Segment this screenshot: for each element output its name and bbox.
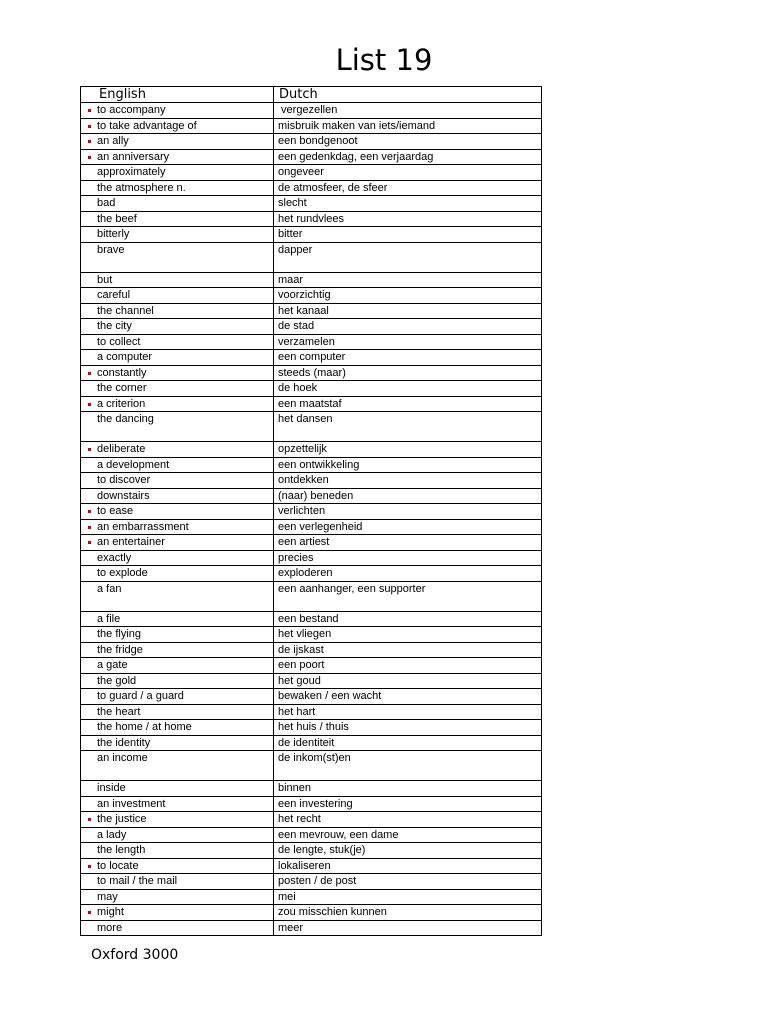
table-row — [81, 412, 542, 442]
table-row — [81, 149, 542, 165]
english-cell — [81, 165, 274, 181]
english-cell — [81, 535, 274, 551]
english-term: to locate — [97, 859, 139, 872]
table-row — [81, 781, 542, 797]
english-term: an investment — [97, 797, 166, 810]
table-header-row — [81, 87, 542, 103]
dutch-translation: een gedenkdag, een verjaardag — [278, 150, 434, 163]
dutch-translation: verlichten — [278, 505, 326, 517]
dutch-cell — [274, 319, 542, 335]
dutch-cell — [274, 227, 542, 243]
red-marker-icon — [88, 865, 91, 868]
english-term: the length — [97, 844, 146, 856]
english-cell — [81, 118, 274, 134]
english-cell — [81, 611, 274, 627]
dutch-translation: het hart — [278, 705, 316, 718]
dutch-cell — [274, 288, 542, 304]
english-term: a file — [97, 612, 121, 625]
dutch-cell — [274, 350, 542, 366]
english-cell — [81, 673, 274, 689]
english-term: an ally — [97, 135, 129, 147]
english-cell — [81, 412, 274, 442]
table-row — [81, 118, 542, 134]
dutch-translation: een aanhanger, een supporter — [278, 582, 426, 595]
dutch-translation: maar — [278, 273, 304, 286]
table-row — [81, 211, 542, 227]
table-row — [81, 165, 542, 181]
dutch-translation: exploderen — [278, 567, 333, 579]
dutch-translation: een maatstaf — [278, 397, 342, 410]
red-marker-icon — [88, 125, 91, 128]
red-marker-icon — [88, 526, 91, 529]
english-cell — [81, 180, 274, 196]
dutch-translation: mei — [278, 890, 296, 903]
table-row — [81, 365, 542, 381]
table-row — [81, 550, 542, 566]
dutch-cell — [274, 381, 542, 397]
english-cell — [81, 566, 274, 582]
english-term: an entertainer — [97, 536, 165, 548]
english-cell — [81, 381, 274, 397]
table-row — [81, 180, 542, 196]
red-marker-icon — [88, 403, 91, 406]
red-marker-icon — [88, 911, 91, 914]
english-term: constantly — [97, 366, 147, 379]
red-marker-icon — [88, 109, 91, 112]
english-cell — [81, 149, 274, 165]
table-row — [81, 689, 542, 705]
english-term: may — [97, 890, 118, 903]
english-cell — [81, 843, 274, 859]
dutch-translation: het vliegen — [278, 628, 332, 640]
table-row — [81, 905, 542, 921]
english-term: the home / at home — [97, 721, 192, 733]
english-term: the fridge — [97, 643, 143, 656]
dutch-translation: een mevrouw, een dame — [278, 828, 399, 841]
dutch-cell — [274, 874, 542, 890]
english-term: the heart — [97, 705, 141, 718]
english-term: a gate — [97, 659, 128, 671]
table-row — [81, 720, 542, 736]
dutch-cell — [274, 642, 542, 658]
english-term: a criterion — [97, 397, 146, 410]
dutch-translation: het huis / thuis — [278, 721, 349, 733]
dutch-cell — [274, 704, 542, 720]
english-cell — [81, 720, 274, 736]
english-term: a computer — [97, 351, 153, 363]
english-term: the justice — [97, 813, 147, 825]
english-cell — [81, 581, 274, 611]
table-row — [81, 920, 542, 936]
dutch-translation: binnen — [278, 782, 312, 794]
english-term: a fan — [97, 582, 122, 595]
page-title: List 19 — [335, 43, 433, 77]
dutch-translation: de identiteit — [278, 736, 335, 749]
dutch-cell — [274, 611, 542, 627]
english-term: to collect — [97, 335, 141, 348]
dutch-cell — [274, 535, 542, 551]
english-term: to take advantage of — [97, 119, 197, 132]
table-row — [81, 334, 542, 350]
table-row — [81, 673, 542, 689]
english-term: to accompany — [97, 104, 166, 116]
english-term: the identity — [97, 736, 151, 749]
dutch-translation: een investering — [278, 797, 353, 810]
dutch-translation: een ontwikkeling — [278, 458, 360, 471]
english-term: the beef — [97, 212, 137, 225]
dutch-cell — [274, 165, 542, 181]
red-marker-icon — [88, 818, 91, 821]
dutch-translation: het kanaal — [278, 304, 329, 317]
english-cell — [81, 704, 274, 720]
table-row — [81, 812, 542, 828]
dutch-cell — [274, 658, 542, 674]
dutch-translation: de atmosfeer, de sfeer — [278, 181, 388, 194]
dutch-translation: misbruik maken van iets/iemand — [278, 119, 436, 132]
dutch-cell — [274, 442, 542, 458]
table-row — [81, 457, 542, 473]
dutch-cell — [274, 889, 542, 905]
table-row — [81, 658, 542, 674]
english-cell — [81, 796, 274, 812]
dutch-cell — [274, 118, 542, 134]
dutch-translation: de stad — [278, 320, 315, 332]
dutch-translation: het recht — [278, 813, 321, 825]
dutch-translation: bitter — [278, 228, 303, 240]
dutch-cell — [274, 796, 542, 812]
table-row — [81, 858, 542, 874]
english-term: bad — [97, 197, 116, 209]
english-term: the corner — [97, 382, 147, 394]
dutch-translation: (naar) beneden — [278, 489, 354, 502]
english-cell — [81, 473, 274, 489]
dutch-cell — [274, 196, 542, 212]
table-row — [81, 303, 542, 319]
english-cell — [81, 827, 274, 843]
english-cell — [81, 550, 274, 566]
english-term: an anniversary — [97, 150, 170, 163]
dutch-translation: opzettelijk — [278, 443, 327, 455]
english-cell — [81, 103, 274, 119]
english-term: to explode — [97, 567, 148, 579]
dutch-cell — [274, 334, 542, 350]
english-cell — [81, 504, 274, 520]
table-row — [81, 519, 542, 535]
table-row — [81, 103, 542, 119]
english-cell — [81, 196, 274, 212]
english-term: to ease — [97, 505, 134, 517]
english-term: to discover — [97, 474, 151, 486]
red-marker-icon — [88, 156, 91, 159]
dutch-cell — [274, 412, 542, 442]
dutch-cell — [274, 242, 542, 272]
english-term: might — [97, 906, 124, 918]
english-term: approximately — [97, 166, 166, 178]
dutch-cell — [274, 211, 542, 227]
dutch-cell — [274, 566, 542, 582]
dutch-cell — [274, 488, 542, 504]
footer-label: Oxford 3000 — [91, 947, 179, 963]
english-cell — [81, 288, 274, 304]
table-row — [81, 473, 542, 489]
english-cell — [81, 781, 274, 797]
dutch-cell — [274, 689, 542, 705]
english-term: a lady — [97, 828, 127, 841]
dutch-translation: slecht — [278, 197, 307, 209]
table-row — [81, 627, 542, 643]
dutch-translation: ongeveer — [278, 166, 324, 178]
dutch-translation: de lengte, stuk(je) — [278, 844, 366, 856]
dutch-translation: de hoek — [278, 382, 318, 394]
english-term: an embarrassment — [97, 520, 189, 533]
dutch-translation: een artiest — [278, 536, 330, 548]
english-cell — [81, 396, 274, 412]
table-row — [81, 396, 542, 412]
dutch-cell — [274, 905, 542, 921]
red-marker-icon — [88, 372, 91, 375]
dutch-cell — [274, 920, 542, 936]
dutch-cell — [274, 504, 542, 520]
english-term: the city — [97, 320, 132, 332]
english-cell — [81, 519, 274, 535]
dutch-translation: een computer — [278, 351, 346, 363]
column-header-english: English — [81, 87, 274, 103]
table-row — [81, 504, 542, 520]
dutch-cell — [274, 134, 542, 150]
table-row — [81, 242, 542, 272]
table-row — [81, 581, 542, 611]
dutch-translation: een bestand — [278, 612, 339, 625]
dutch-cell — [274, 180, 542, 196]
english-cell — [81, 457, 274, 473]
english-term: deliberate — [97, 443, 146, 455]
table-row — [81, 442, 542, 458]
table-row — [81, 381, 542, 397]
dutch-translation: de ijskast — [278, 643, 324, 656]
dutch-cell — [274, 365, 542, 381]
dutch-cell — [274, 751, 542, 781]
english-cell — [81, 658, 274, 674]
dutch-translation: vergezellen — [278, 104, 338, 116]
english-cell — [81, 735, 274, 751]
table-row — [81, 227, 542, 243]
dutch-translation: zou misschien kunnen — [278, 906, 387, 918]
english-cell — [81, 858, 274, 874]
table-row — [81, 735, 542, 751]
table-row — [81, 642, 542, 658]
english-cell — [81, 889, 274, 905]
dutch-translation: lokaliseren — [278, 859, 331, 872]
dutch-cell — [274, 303, 542, 319]
english-cell — [81, 642, 274, 658]
english-cell — [81, 272, 274, 288]
dutch-translation: de inkom(st)en — [278, 752, 351, 764]
dutch-translation: posten / de post — [278, 875, 357, 887]
dutch-cell — [274, 272, 542, 288]
dutch-cell — [274, 457, 542, 473]
red-marker-icon — [88, 448, 91, 451]
english-term: exactly — [97, 551, 132, 564]
english-term: downstairs — [97, 489, 150, 502]
english-term: the gold — [97, 674, 137, 687]
english-term: the channel — [97, 304, 154, 317]
dutch-translation: dapper — [278, 243, 313, 256]
table-row — [81, 827, 542, 843]
english-term: the dancing — [97, 413, 154, 425]
table-row — [81, 751, 542, 781]
english-term: but — [97, 273, 113, 286]
dutch-translation: steeds (maar) — [278, 366, 346, 379]
red-marker-icon — [88, 541, 91, 544]
dutch-translation: een verlegenheid — [278, 520, 363, 533]
dutch-cell — [274, 827, 542, 843]
dutch-cell — [274, 781, 542, 797]
dutch-cell — [274, 149, 542, 165]
dutch-translation: ontdekken — [278, 474, 329, 486]
dutch-cell — [274, 473, 542, 489]
dutch-cell — [274, 735, 542, 751]
english-cell — [81, 319, 274, 335]
table-row — [81, 566, 542, 582]
dutch-cell — [274, 720, 542, 736]
english-cell — [81, 227, 274, 243]
table-row — [81, 889, 542, 905]
english-cell — [81, 874, 274, 890]
table-row — [81, 488, 542, 504]
dutch-translation: precies — [278, 551, 314, 564]
english-term: to mail / the mail — [97, 875, 178, 887]
dutch-cell — [274, 396, 542, 412]
english-cell — [81, 442, 274, 458]
dutch-translation: het rundvlees — [278, 212, 345, 225]
english-cell — [81, 211, 274, 227]
dutch-translation: voorzichtig — [278, 289, 331, 301]
dutch-cell — [274, 843, 542, 859]
vocabulary-table — [80, 86, 542, 936]
english-cell — [81, 689, 274, 705]
dutch-cell — [274, 812, 542, 828]
english-term: more — [97, 921, 123, 934]
english-cell — [81, 812, 274, 828]
table-row — [81, 350, 542, 366]
table-row — [81, 843, 542, 859]
table-row — [81, 288, 542, 304]
table-row — [81, 196, 542, 212]
english-term: a development — [97, 458, 170, 471]
english-cell — [81, 488, 274, 504]
english-cell — [81, 334, 274, 350]
dutch-cell — [274, 550, 542, 566]
dutch-translation: bewaken / een wacht — [278, 690, 382, 702]
english-cell — [81, 751, 274, 781]
english-cell — [81, 134, 274, 150]
red-marker-icon — [88, 140, 91, 143]
dutch-cell — [274, 103, 542, 119]
table-row — [81, 319, 542, 335]
dutch-cell — [274, 581, 542, 611]
table-row — [81, 704, 542, 720]
english-term: the flying — [97, 628, 142, 640]
english-term: brave — [97, 243, 125, 256]
dutch-cell — [274, 858, 542, 874]
english-cell — [81, 365, 274, 381]
table-row — [81, 535, 542, 551]
english-term: an income — [97, 752, 148, 764]
table-row — [81, 796, 542, 812]
red-marker-icon — [88, 510, 91, 513]
dutch-cell — [274, 627, 542, 643]
english-term: to guard / a guard — [97, 690, 184, 702]
english-cell — [81, 905, 274, 921]
english-term: bitterly — [97, 228, 130, 240]
english-cell — [81, 303, 274, 319]
english-cell — [81, 627, 274, 643]
dutch-cell — [274, 673, 542, 689]
dutch-cell — [274, 519, 542, 535]
english-term: the atmosphere n. — [97, 181, 186, 194]
column-header-dutch: Dutch — [274, 87, 542, 103]
dutch-translation: een poort — [278, 659, 325, 671]
vocabulary-table-body — [81, 103, 542, 936]
table-row — [81, 272, 542, 288]
english-term: inside — [97, 782, 126, 794]
table-row — [81, 134, 542, 150]
dutch-translation: meer — [278, 921, 304, 934]
dutch-translation: het dansen — [278, 413, 333, 425]
dutch-translation: verzamelen — [278, 335, 335, 348]
table-row — [81, 874, 542, 890]
table-row — [81, 611, 542, 627]
english-cell — [81, 242, 274, 272]
english-term: careful — [97, 289, 131, 301]
dutch-translation: een bondgenoot — [278, 135, 358, 147]
english-cell — [81, 920, 274, 936]
english-cell — [81, 350, 274, 366]
dutch-translation: het goud — [278, 674, 321, 687]
